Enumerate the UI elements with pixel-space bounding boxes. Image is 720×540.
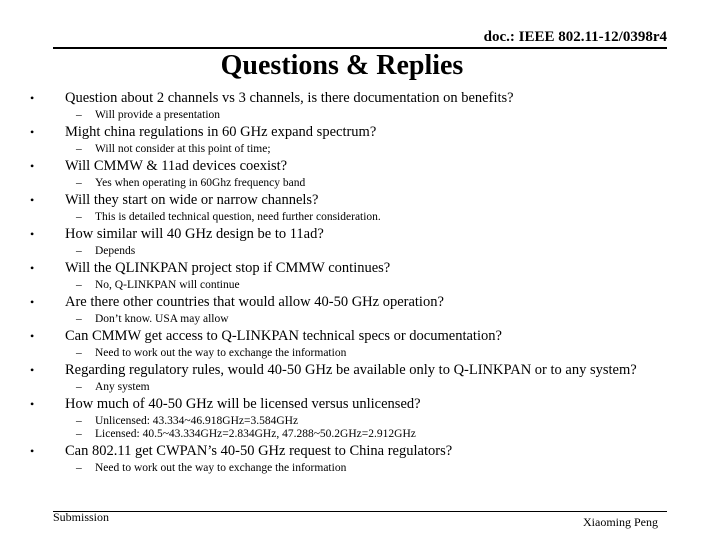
answer-item	[30, 245, 720, 258]
dash-icon: –	[76, 381, 82, 393]
question-item	[30, 88, 720, 109]
answer-item	[30, 211, 720, 224]
answer-text: Any system	[95, 381, 150, 393]
answer-text: Unlicensed: 43.334~46.918GHz=3.584GHz	[95, 415, 299, 427]
dash-icon: –	[76, 109, 82, 121]
answer-text: Licensed: 40.5~43.334GHz=2.834GHz, 47.288~50.2GHz=2.912GHz	[95, 428, 416, 440]
dash-icon: –	[76, 347, 82, 359]
bullet-icon: •	[30, 261, 35, 275]
bullet-icon: •	[30, 397, 35, 411]
question-item	[30, 156, 720, 177]
question-text: Are there other countries that would allow 40-50 GHz operation?	[65, 294, 444, 310]
question-text: Question about 2 channels vs 3 channels, is there documentation on benefits?	[65, 90, 514, 106]
dash-icon: –	[76, 279, 82, 291]
answer-item	[30, 462, 720, 475]
dash-icon: –	[76, 462, 82, 474]
dash-icon: –	[76, 415, 82, 427]
bullet-icon: •	[30, 329, 35, 343]
dash-icon: –	[76, 177, 82, 189]
answer-text: Depends	[95, 245, 136, 257]
question-item	[30, 441, 720, 462]
question-item	[30, 190, 720, 211]
dash-icon: –	[76, 313, 82, 325]
answer-text: Will provide a presentation	[95, 109, 221, 121]
answer-text: No, Q-LINKPAN will continue	[95, 279, 240, 291]
question-item	[30, 360, 720, 381]
answer-item	[30, 381, 720, 394]
bullet-icon: •	[30, 227, 35, 241]
answer-item	[30, 177, 720, 190]
question-text: Can 802.11 get CWPAN’s 40-50 GHz request to China regulators?	[65, 443, 453, 459]
question-item	[30, 394, 720, 415]
answer-text: Yes when operating in 60Ghz frequency band	[95, 177, 306, 189]
question-text: Will the QLINKPAN project stop if CMMW continues?	[65, 260, 391, 276]
question-text: Might china regulations in 60 GHz expand spectrum?	[65, 124, 377, 140]
question-item	[30, 224, 720, 245]
answer-text: This is detailed technical question, need further consideration.	[95, 211, 381, 223]
question-item	[30, 122, 720, 143]
footer-submission: Submission	[53, 510, 110, 524]
question-text: Will they start on wide or narrow channels?	[65, 192, 319, 208]
dash-icon: –	[76, 245, 82, 257]
answer-text: Don’t know. USA may allow	[95, 313, 229, 325]
footer-divider	[53, 511, 667, 512]
bullet-icon: •	[30, 159, 35, 173]
bullet-icon: •	[30, 91, 35, 105]
question-item	[30, 326, 720, 347]
question-text: Can CMMW get access to Q-LINKPAN technical specs or documentation?	[65, 328, 502, 344]
dash-icon: –	[76, 211, 82, 223]
question-text: How much of 40-50 GHz will be licensed versus unlicensed?	[65, 396, 421, 412]
answer-item	[30, 143, 720, 156]
answer-item	[30, 347, 720, 360]
answer-text: Need to work out the way to exchange the information	[95, 347, 347, 359]
answer-item	[30, 313, 720, 326]
answer-item	[30, 415, 720, 428]
bullet-icon: •	[30, 193, 35, 207]
answer-text: Need to work out the way to exchange the information	[95, 462, 347, 474]
bullet-icon: •	[30, 444, 35, 458]
question-text: How similar will 40 GHz design be to 11ad?	[65, 226, 324, 242]
answer-item	[30, 109, 720, 122]
document-id: doc.: IEEE 802.11-12/0398r4	[483, 29, 667, 45]
answer-item	[30, 279, 720, 292]
question-text: Will CMMW & 11ad devices coexist?	[65, 158, 288, 174]
bullet-icon: •	[30, 295, 35, 309]
question-text: Regarding regulatory rules, would 40-50 GHz be available only to Q-LINKPAN or to any system?	[65, 362, 637, 378]
dash-icon: –	[76, 143, 82, 155]
answer-text: Will not consider at this point of time;	[95, 143, 271, 155]
answer-item	[30, 428, 720, 441]
slide-title: Questions & Replies	[220, 50, 464, 81]
bullet-icon: •	[30, 125, 35, 139]
question-item	[30, 292, 720, 313]
qa-list	[30, 88, 720, 475]
dash-icon: –	[76, 428, 82, 440]
question-item	[30, 258, 720, 279]
footer-author: Xiaoming Peng	[583, 515, 658, 529]
bullet-icon: •	[30, 363, 35, 377]
